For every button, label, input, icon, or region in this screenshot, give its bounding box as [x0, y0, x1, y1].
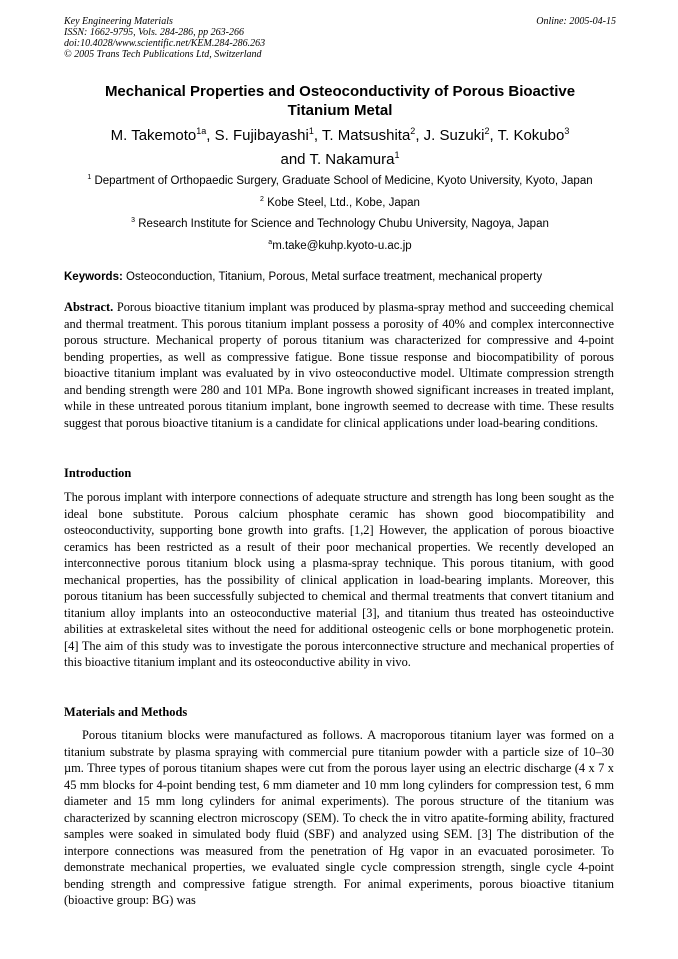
issn-line: ISSN: 1662-9795, Vols. 284-286, pp 263-266 [64, 27, 244, 38]
affiliation-2 [56, 193, 624, 215]
methods-paragraph: Porous titanium blocks were manufactured as follows. A macroporous titanium layer was formed on a titanium substrate by plasma spraying with commercial pure titanium powder with a particle size of 10–30 µm. Three types of porous titanium shapes were cut from the porous layer using an electric discharge (4 x 7 x 45 mm blocks for 4-point bending test, 6 mm diameter and 10 mm long cylinders for compression test, 6 mm diameter and 15 mm long cylinders for animal experiments). The porous structure of the titanium was characterized by scanning electron microscopy (SEM). To check the in vitro apatite-forming ability, fractured samples were soaked in simulated body fluid (SBF) and analyzed using SEM. [3] The distribution of the interpore connections was measured from the penetration of Hg vapor in an evacuated porosimeter. To demonstrate mechanical properties, we evaluated single cycle compression strength, single cycle 4-point bending strength and compressive fatigue strength. For animal experiments, porous bioactive titanium (bioactive group: BG) was [64, 728, 614, 907]
author-separator: , [313, 127, 322, 144]
author-name: M. Takemoto [110, 127, 197, 144]
affiliation-1 [56, 171, 624, 193]
email-marker: a [268, 238, 273, 246]
affiliation-list [56, 171, 624, 257]
abstract-paragraph [64, 299, 614, 431]
author-line-1 [64, 124, 616, 148]
author-name: J. Suzuki [423, 127, 485, 144]
journal-name: Key Engineering Materials [64, 16, 173, 27]
author-and: and [280, 151, 310, 168]
author-superscript: 1a [196, 126, 207, 136]
methods-heading: Materials and Methods [64, 705, 188, 719]
abstract-label: Abstract. [64, 300, 114, 314]
doi-line: doi:10.4028/www.scientific.net/KEM.284-286.263 [64, 38, 266, 49]
email-address: m.take@kuhp.kyoto-u.ac.jp [272, 239, 412, 252]
keywords-line [64, 270, 624, 284]
paper-title [64, 82, 616, 120]
copyright-line: © 2005 Trans Tech Publications Ltd, Switzerland [64, 49, 262, 60]
keywords-text: Osteoconduction, Titanium, Porous, Metal surface treatment, mechanical property [122, 271, 543, 283]
author-superscript: 2 [484, 126, 490, 136]
journal-header [64, 16, 616, 60]
affiliation-marker: 1 [87, 174, 92, 182]
affiliation-text: Kobe Steel, Ltd., Kobe, Japan [263, 196, 420, 209]
author-list [64, 124, 616, 172]
online-date: Online: 2005-04-15 [536, 16, 616, 27]
title-line-1: Mechanical Properties and Osteoconductivity of Porous Bioactive [104, 83, 576, 100]
author-line-2 [64, 148, 616, 172]
affiliation-3 [56, 214, 624, 236]
author-separator: , [489, 127, 498, 144]
author-name: T. Kokubo [497, 127, 565, 144]
author-separator: , [206, 127, 215, 144]
affiliation-text: Research Institute for Science and Technology Chubu University, Nagoya, Japan [135, 218, 549, 230]
author-superscript: 1 [308, 126, 314, 136]
author-name: T. Nakamura [309, 151, 395, 168]
author-superscript: 2 [410, 126, 416, 136]
affiliation-marker: 2 [260, 195, 264, 203]
corresponding-email [56, 236, 624, 258]
author-name: T. Matsushita [321, 127, 411, 144]
author-superscript: 1 [394, 150, 400, 160]
author-superscript: 3 [564, 126, 570, 136]
abstract-text: Porous bioactive titanium implant was produced by plasma-spray method and succeeding chemical and thermal treatment. This porous titanium implant possess a porosity of 40% and complex interconnective porous structure. Mechanical property of porous titanium was characterized for compressive and 4-point bending properties, as well as compressive fatigue. Bone tissue response and biocompatibility of porous bioactive titanium implant was evaluated by in vivo osteoconductive model. Ultimate compression strength and bending strength were 280 and 101 MPa. Bone ingrowth showed significant increases in treated implant, while in these untreated porous titanium implant, bone ingrowth seemed to decrease with time. These results suggest that porous bioactive titanium is a candidate for clinical applications under load-bearing conditions. [64, 300, 614, 430]
affiliation-marker: 3 [131, 217, 136, 225]
introduction-paragraph: The porous implant with interpore connections of adequate structure and strength has long been sought as the ideal bone substitute. Porous calcium phosphate ceramic has shown good biocompatibility and osteoconductivity, supporting bone growth into grafts. [1,2] However, the application of porous bioactive ceramics has been restricted as a result of their poor mechanical properties. We recently developed an interconnective porous titanium block using a plasma-spray technique. This porous titanium, with good mechanical properties, has the possibility of clinical application in load-bearing implants. Moreover, this porous titanium has been successfully subjected to chemical and thermal treatments that convert titanium and titanium alloy implants into an osteoconductive material [3], and titanium thus treated has osteoinductive abilities at extraskeletal sites without the need for additional osteogenic cells or bone morphogenetic protein. [4] The aim of this study was to investigate the porous interconnective structure and mechanical properties of this bioactive titanium implant and its osteoconductive ability in vivo. [64, 490, 614, 669]
keywords-label: Keywords: [64, 271, 123, 283]
introduction-heading: Introduction [64, 466, 132, 480]
author-separator: , [415, 127, 424, 144]
affiliation-text: Department of Orthopaedic Surgery, Graduate School of Medicine, Kyoto University, Kyoto, Japan [91, 175, 593, 187]
author-name: S. Fujibayashi [214, 127, 309, 144]
title-line-2: Titanium Metal [287, 102, 393, 119]
